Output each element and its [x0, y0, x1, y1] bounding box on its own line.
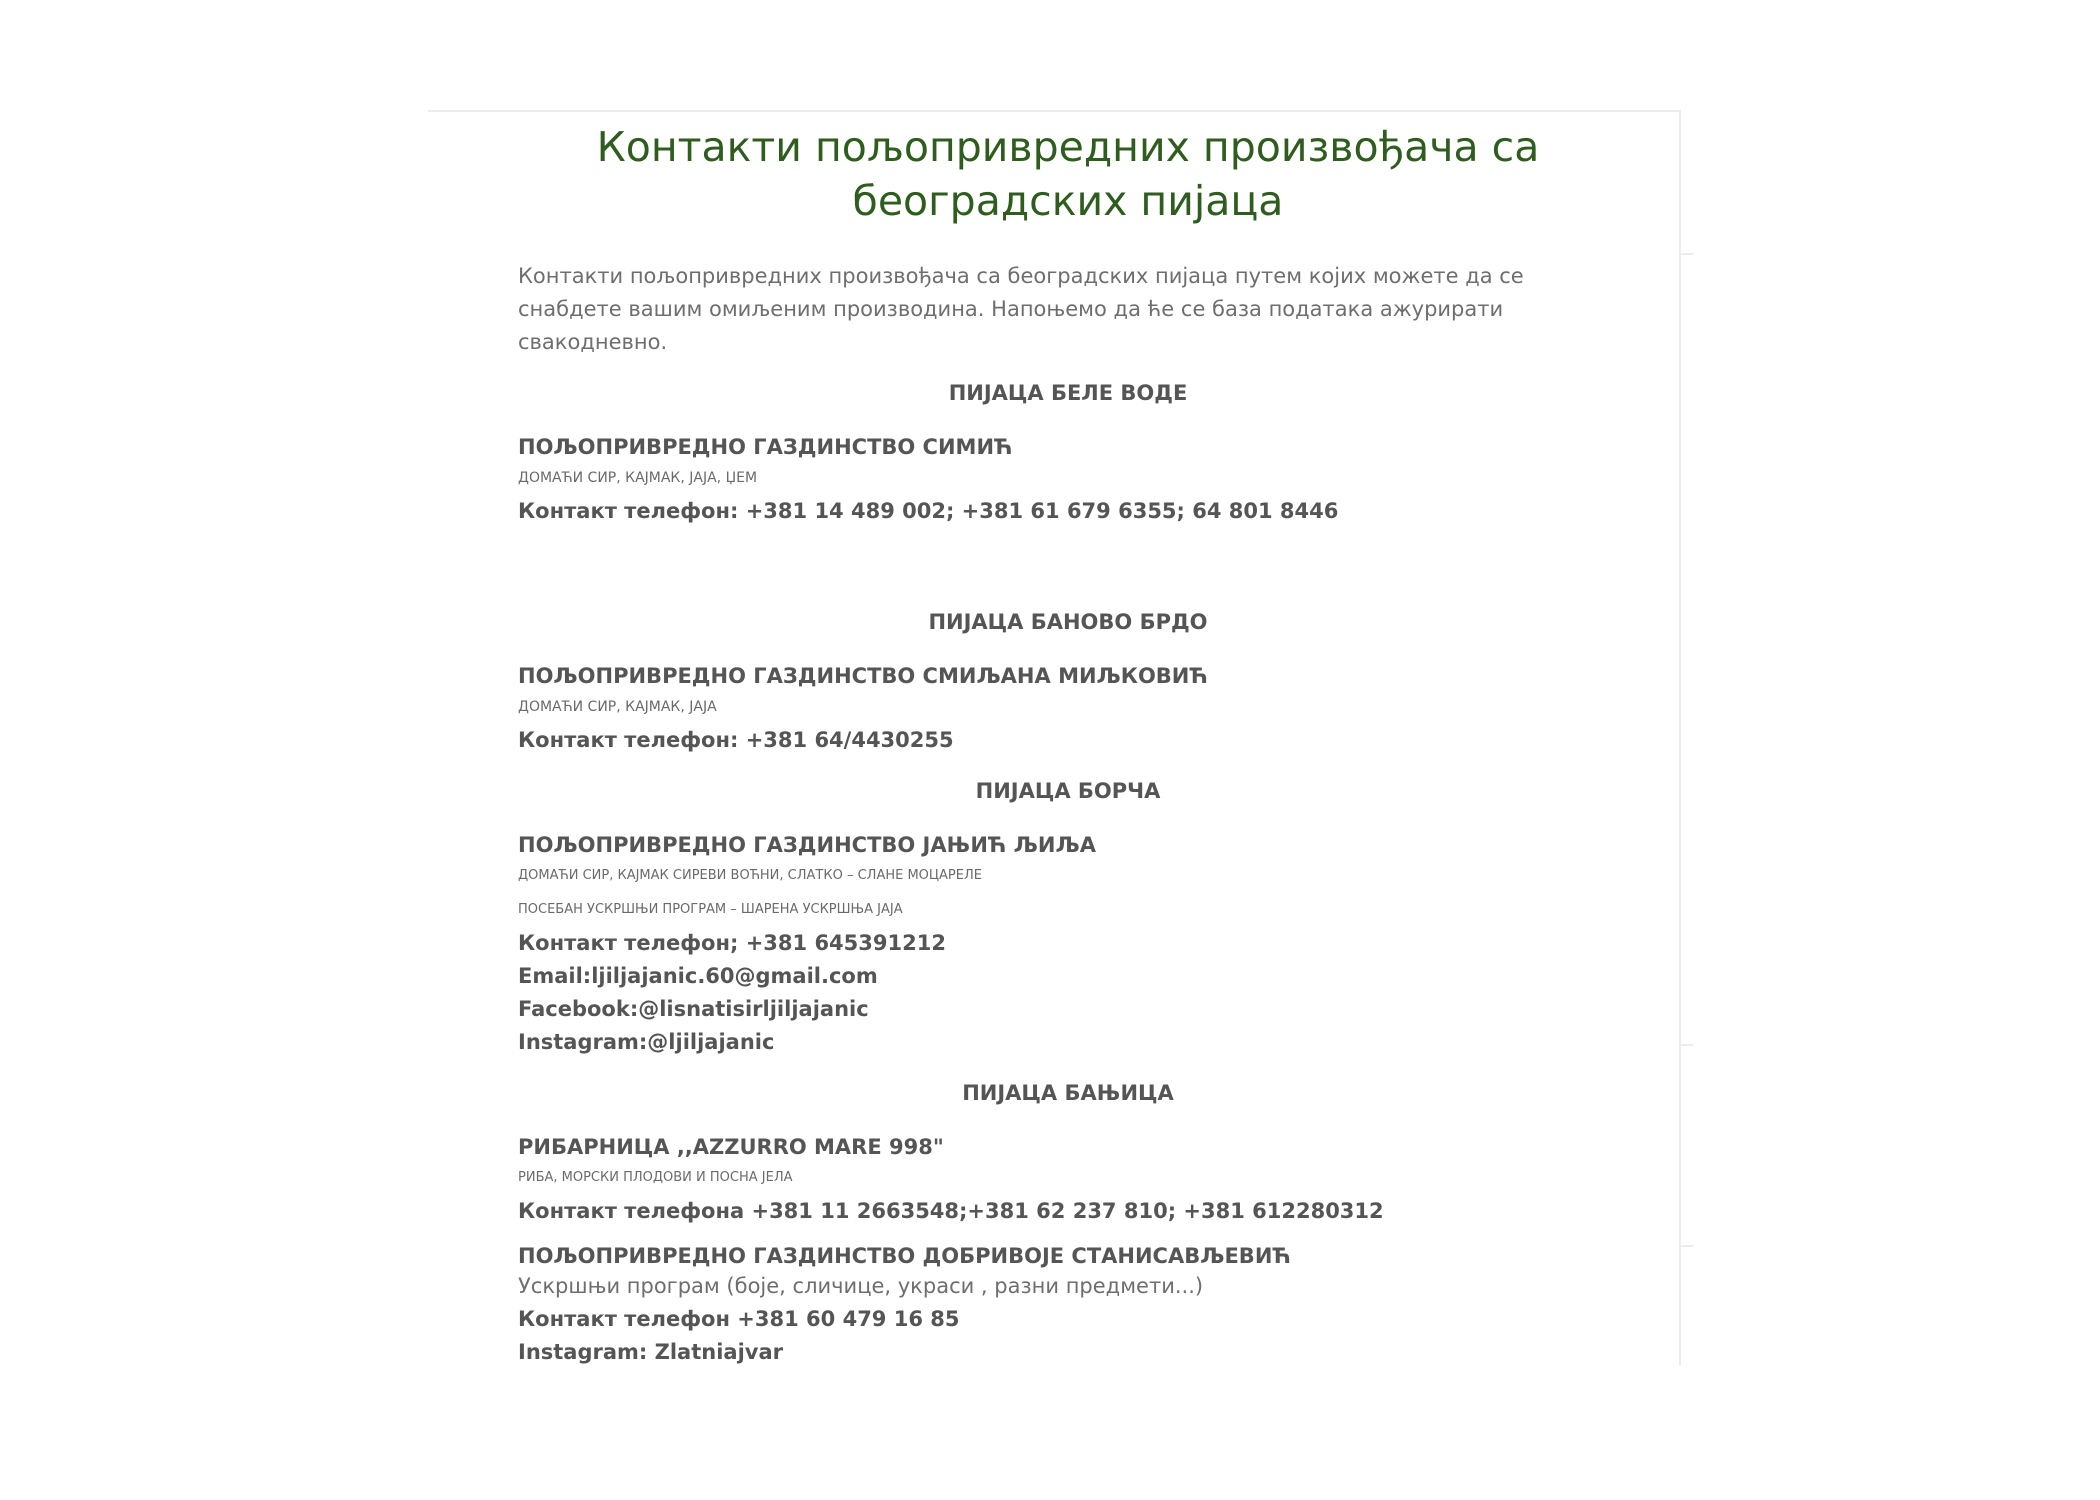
producer-special-program: ПОСЕБАН УСКРШЊИ ПРОГРАМ – ШАРЕНА УСКРШЊА ЈАЈА [518, 902, 903, 917]
producer-instagram: Instagram:@ljiljajanic [518, 1030, 775, 1054]
market-section-banjica [518, 1079, 1618, 1369]
market-section-bele-vode [518, 379, 1618, 528]
producer-phone: Контакт телефон; +381 645391212 [518, 931, 946, 955]
market-heading: ПИЈАЦА БОРЧА [975, 779, 1161, 803]
frame-divider [1679, 253, 1693, 255]
producer-name: РИБАРНИЦА ,,AZZURRO MARE 998" [518, 1135, 944, 1159]
market-heading: ПИЈАЦА БАЊИЦА [962, 1081, 1174, 1105]
producer-card [518, 433, 1618, 528]
producer-products: РИБА, МОРСКИ ПЛОДОВИ И ПОСНА ЈЕЛА [518, 1170, 793, 1185]
producer-instagram: Instagram: Zlatniajvar [518, 1340, 783, 1364]
producer-card [518, 1242, 1618, 1369]
producer-name: ПОЉОПРИВРЕДНО ГАЗДИНСТВО СМИЉАНА МИЉКОВИЋ [518, 664, 1208, 688]
producer-phone: Контакт телефон: +381 64/4430255 [518, 728, 954, 752]
intro-text: Контакти пољопривредних произвођача са београдских пијаца путем којих можете да се снабдете вашим омиљеним производина. Напоњемо да ће се база података ажурирати свакодневно. [518, 264, 1524, 354]
frame-divider [1679, 1044, 1693, 1046]
producer-name: ПОЉОПРИВРЕДНО ГАЗДИНСТВО ДОБРИВОЈЕ СТАНИСАВЉЕВИЋ [518, 1244, 1291, 1268]
producer-products: ДОМАЋИ СИР, КАЈМАК, ЈАЈА, ЏЕМ [518, 470, 758, 486]
market-section-banovo-brdo [518, 608, 1618, 757]
producer-name: ПОЉОПРИВРЕДНО ГАЗДИНСТВО ЈАЊИЋ ЉИЉА [518, 833, 1096, 857]
frame-divider [1679, 1245, 1693, 1247]
producer-name: ПОЉОПРИВРЕДНО ГАЗДИНСТВО СИМИЋ [518, 435, 1013, 459]
page-title: Контакти пољопривредних произвођача са београдских пијаца [596, 123, 1540, 225]
producer-email: Email:ljiljajanic.60@gmail.com [518, 964, 878, 988]
producer-phone: Контакт телефон: +381 14 489 002; +381 61 679 6355; 64 801 8446 [518, 499, 1339, 523]
producer-facebook: Facebook:@lisnatisirljiljajanic [518, 997, 869, 1021]
producer-products: ДОМАЋИ СИР, КАЈМАК, ЈАЈА [518, 699, 717, 715]
producer-products: ДОМАЋИ СИР, КАЈМАК СИРЕВИ ВОЋНИ, СЛАТКО – СЛАНЕ МОЦАРЕЛЕ [518, 868, 982, 883]
content-frame-right-border [1679, 110, 1681, 1365]
article-content [518, 110, 1618, 1369]
producer-phone: Контакт телефон +381 60 479 16 85 [518, 1307, 960, 1331]
producer-phone: Контакт телефона +381 11 2663548;+381 62 237 810; +381 612280312 [518, 1199, 1384, 1223]
market-section-borca [518, 777, 1618, 1059]
producer-card [518, 831, 1618, 1059]
market-heading: ПИЈАЦА БАНОВО БРДО [928, 610, 1208, 634]
producer-card [518, 1133, 1618, 1228]
market-heading: ПИЈАЦА БЕЛЕ ВОДЕ [948, 381, 1188, 405]
producer-description: Ускршњи програм (боје, сличице, украси , разни предмети...) [518, 1274, 1204, 1298]
producer-card [518, 662, 1618, 757]
